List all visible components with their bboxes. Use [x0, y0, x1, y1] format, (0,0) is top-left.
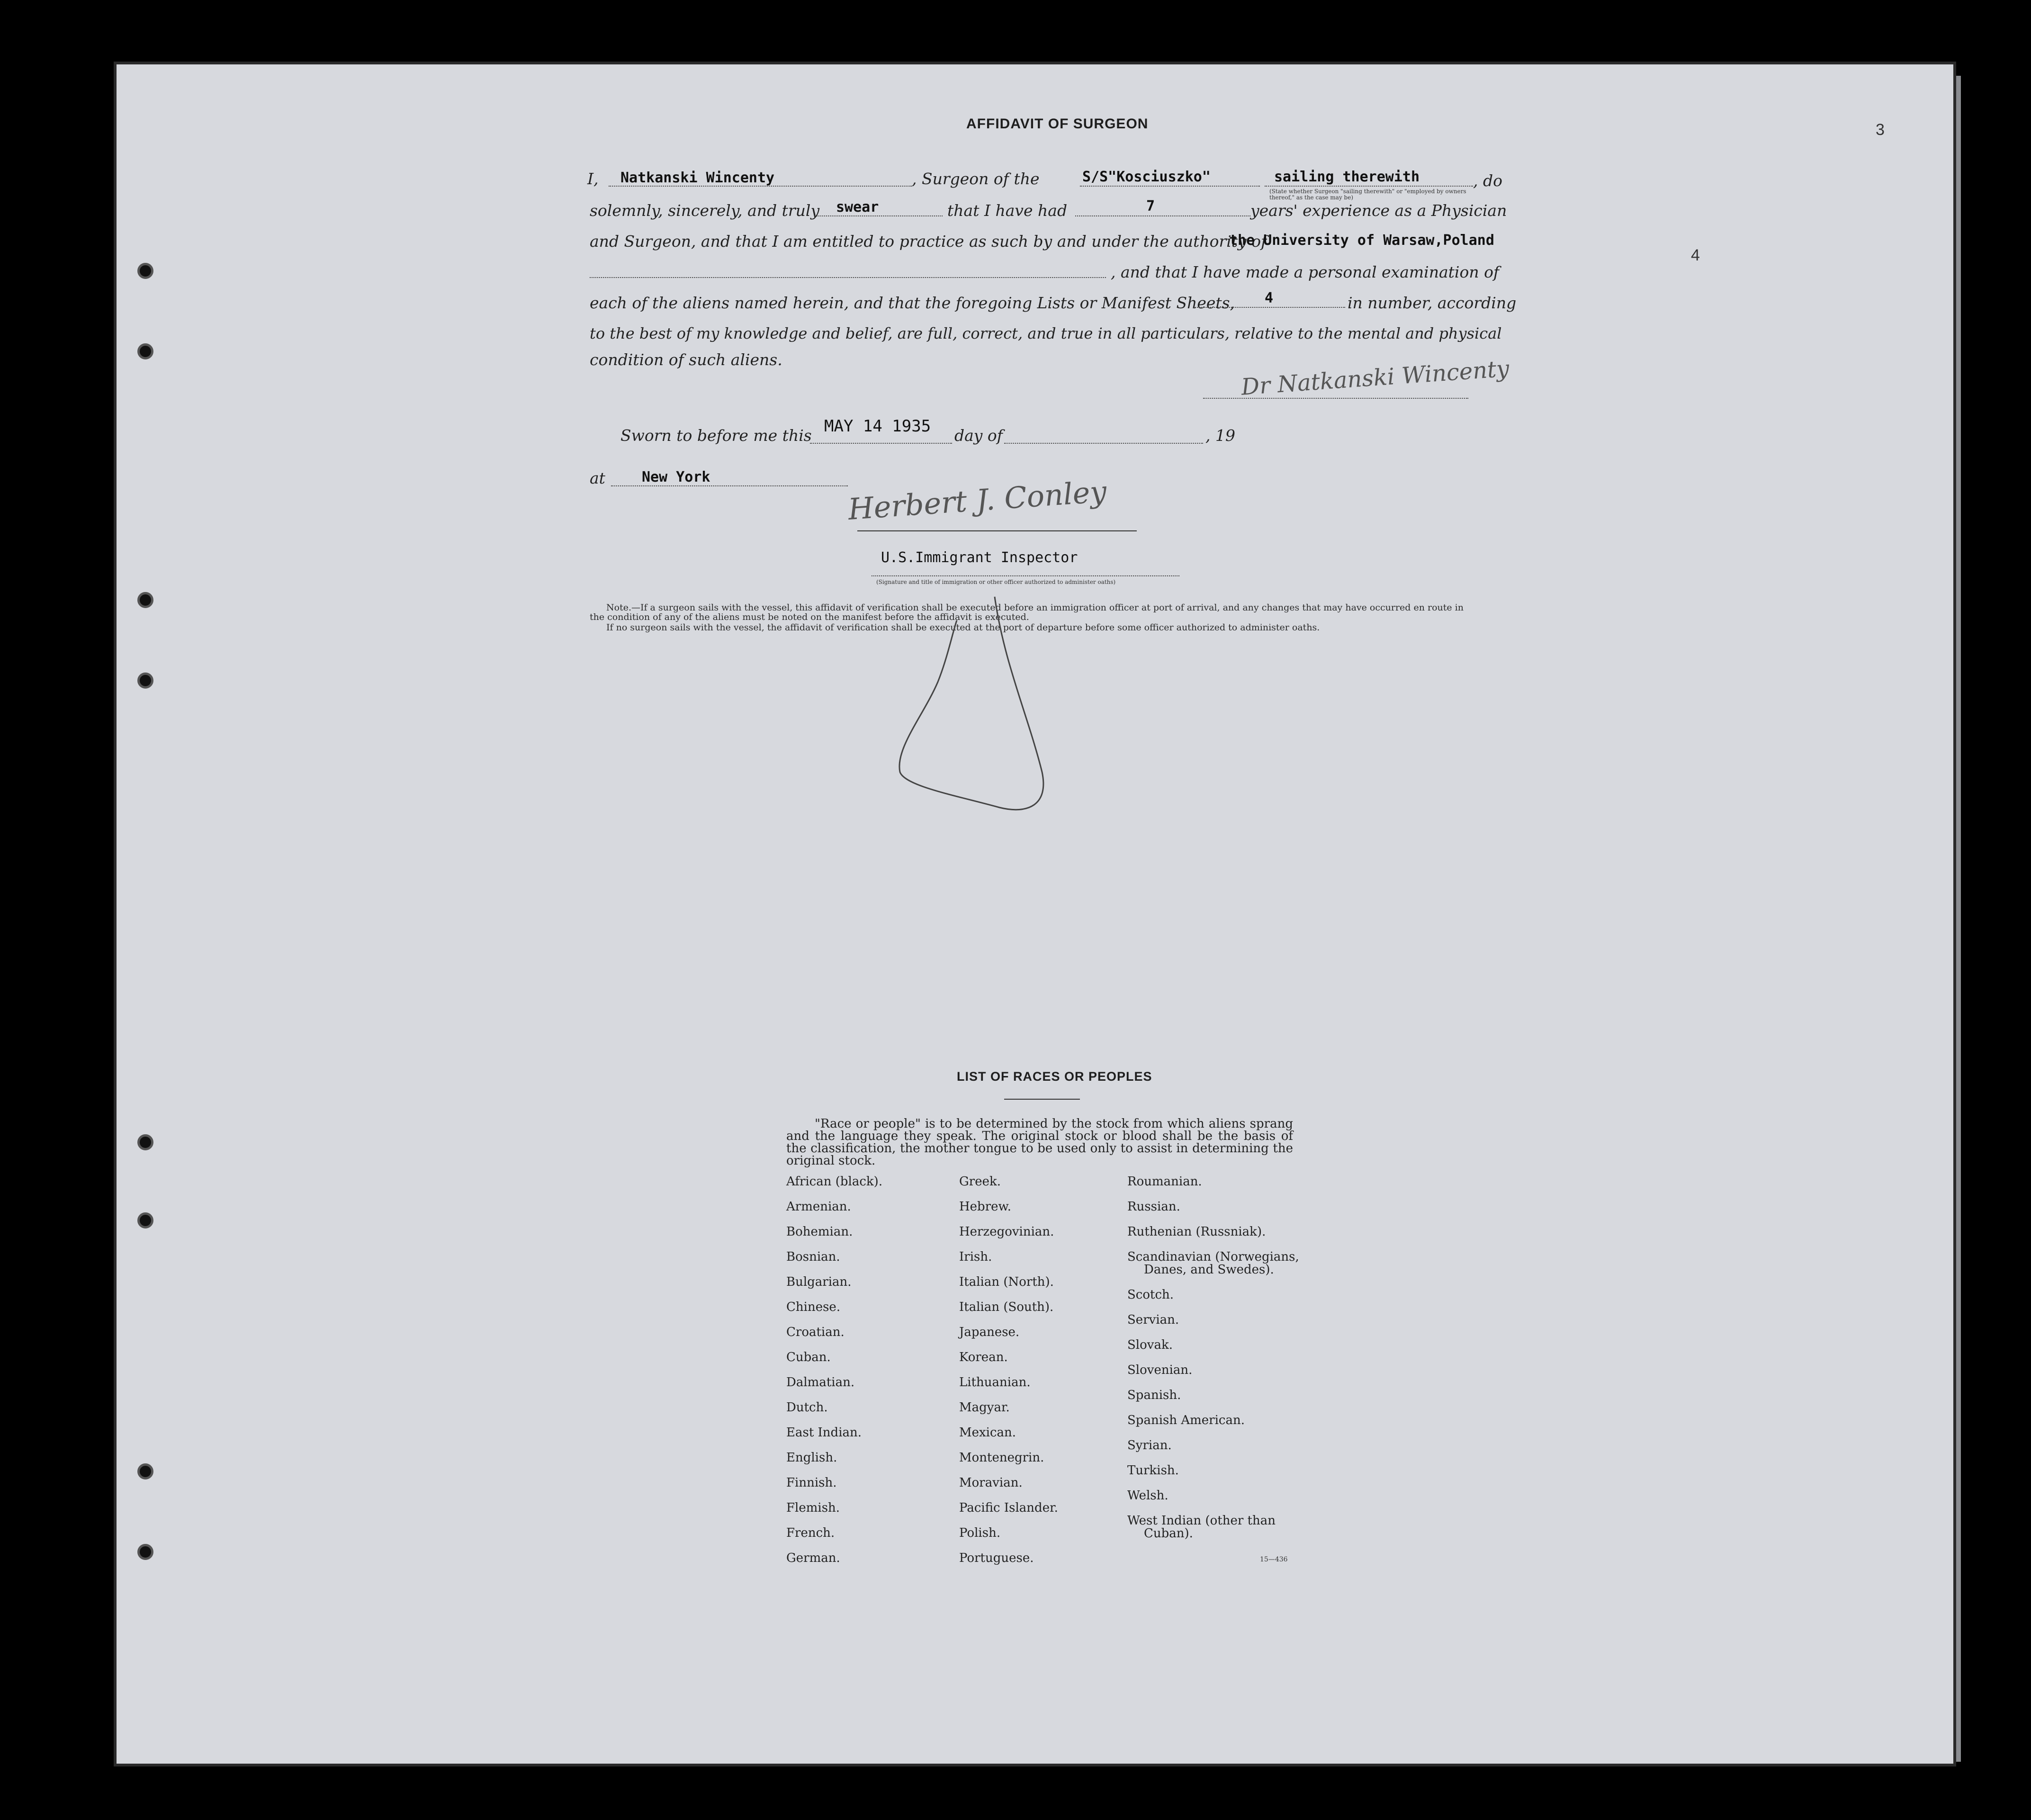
binder-hole — [137, 1544, 153, 1560]
note-line-2: the condition of any of the aliens must be noted on the manifest before the affidavit is executed. — [590, 612, 1029, 622]
race-list-item: Greek. — [959, 1174, 1001, 1189]
number-of-sheets: 4 — [1265, 290, 1274, 306]
race-list-item: Bulgarian. — [786, 1275, 852, 1289]
officer-title-line — [872, 575, 1179, 576]
race-list-item: Bosnian. — [786, 1250, 840, 1264]
vessel-name: S/S"Kosciuszko" — [1082, 169, 1211, 185]
years-line — [1075, 215, 1250, 216]
race-list-item: Cuban). — [1144, 1526, 1193, 1541]
form-code: 15—436 — [1260, 1556, 1288, 1563]
race-list-item: Turkish. — [1127, 1463, 1179, 1478]
race-list-item: Scotch. — [1127, 1288, 1174, 1302]
oath-type: swear — [836, 199, 879, 215]
race-list-item: Bohemian. — [786, 1225, 853, 1239]
race-list-item: Irish. — [959, 1250, 992, 1264]
binder-hole — [137, 672, 153, 689]
race-list-item: Ruthenian (Russniak). — [1127, 1225, 1266, 1239]
at-text: at — [590, 469, 605, 487]
race-list-item: Spanish. — [1127, 1388, 1181, 1402]
race-list-item: Servian. — [1127, 1313, 1179, 1327]
sailing-note: (State whether Surgeon "sailing therewith" or "employed by owners thereof," as the case may be) — [1269, 188, 1466, 201]
races-title-rule — [1004, 1099, 1080, 1100]
race-list-item: Portuguese. — [959, 1551, 1034, 1565]
race-list-item: Montenegrin. — [959, 1451, 1044, 1465]
race-list-item: East Indian. — [786, 1426, 862, 1440]
surgeon-name-line — [609, 186, 912, 187]
in-number-text: in number, according — [1348, 294, 1517, 312]
race-list-item: Welsh. — [1127, 1488, 1168, 1503]
race-list-item: Hebrew. — [959, 1200, 1011, 1214]
binder-hole — [137, 1134, 153, 1150]
sworn-date-line — [810, 443, 952, 444]
place: New York — [642, 469, 710, 485]
officer-title: U.S.Immigrant Inspector — [881, 549, 1078, 566]
race-list-item: English. — [786, 1451, 837, 1465]
affidavit-i: I, — [587, 170, 599, 188]
that-i-have-had-text: that I have had — [947, 201, 1068, 220]
race-list-item: Dutch. — [786, 1400, 828, 1415]
race-list-item: French. — [786, 1526, 835, 1540]
condition-text: condition of such aliens. — [590, 350, 782, 369]
race-list-item: Slovak. — [1127, 1338, 1173, 1352]
surgeon-signature-line — [1203, 398, 1468, 399]
binder-hole — [137, 1212, 153, 1228]
race-list-item: Finnish. — [786, 1476, 837, 1490]
race-list-item: German. — [786, 1551, 840, 1565]
race-list-item: Flemish. — [786, 1501, 840, 1515]
races-intro: "Race or people" is to be determined by the stock from which aliens sprang and the language they speak. The original stock or blood shall be the basis of the classification, the mother tongue to be used only to assist in determining the original stock. — [786, 1117, 1293, 1168]
affidavit-title: AFFIDAVIT OF SURGEON — [966, 116, 1149, 132]
race-list-item: Armenian. — [786, 1200, 851, 1214]
race-list-item: Mexican. — [959, 1426, 1016, 1440]
surgeon-signature: Dr Natkanski Wincenty — [1240, 355, 1510, 401]
year-prefix: , 19 — [1205, 426, 1235, 445]
page-number-corner: 3 — [1876, 121, 1885, 139]
races-title: LIST OF RACES OR PEOPLES — [957, 1069, 1152, 1084]
binder-hole — [137, 343, 153, 359]
race-list-item: Italian (North). — [959, 1275, 1054, 1289]
race-list-item: West Indian (other than — [1127, 1514, 1276, 1528]
note-line-1: Note.—If a surgeon sails with the vessel, this affidavit of verification shall be executed before an immigration officer at port of arrival, and any changes that may have occurred en route in — [606, 602, 1464, 613]
binder-hole — [137, 1463, 153, 1479]
place-line — [611, 485, 848, 486]
and-that-text: , and that I have made a personal examination of — [1111, 263, 1500, 281]
sailing-status: sailing therewith — [1274, 169, 1420, 185]
race-list-item: Dalmatian. — [786, 1375, 855, 1390]
race-list-item: Cuban. — [786, 1350, 831, 1364]
vessel-line — [1080, 186, 1260, 187]
pen-stroke — [886, 592, 1066, 819]
race-list-item: Danes, and Swedes). — [1144, 1263, 1274, 1277]
race-list-item: Spanish American. — [1127, 1413, 1245, 1427]
officer-signature-line — [857, 530, 1137, 531]
and-surgeon-text: and Surgeon, and that I am entitled to practice as such by and under the authority of — [590, 232, 1267, 251]
authority: the University of Warsaw,Poland — [1229, 232, 1494, 249]
race-list-item: Pacific Islander. — [959, 1501, 1058, 1515]
day-of-text: day of — [954, 426, 1003, 445]
years-experience-text: years' experience as a Physician — [1250, 201, 1507, 220]
race-list-item: Croatian. — [786, 1325, 845, 1339]
officer-signature: Herbert J. Conley — [847, 474, 1108, 527]
race-list-item: Magyar. — [959, 1400, 1010, 1415]
race-list-item: African (black). — [786, 1174, 883, 1189]
solemnly-text: solemnly, sincerely, and truly — [590, 201, 820, 220]
race-list-item: Polish. — [959, 1526, 1001, 1540]
surgeon-of-text: , Surgeon of the — [912, 170, 1040, 188]
race-list-item: Syrian. — [1127, 1438, 1172, 1452]
officer-caption: (Signature and title of immigration or other officer authorized to administer oaths) — [876, 579, 1116, 585]
binder-hole — [137, 592, 153, 608]
race-list-item: Moravian. — [959, 1476, 1023, 1490]
race-list-item: Slovenian. — [1127, 1363, 1193, 1377]
page-number-right: 4 — [1691, 246, 1700, 264]
race-list-item: Russian. — [1127, 1200, 1180, 1214]
sworn-date: MAY 14 1935 — [824, 417, 931, 436]
race-list-item: Korean. — [959, 1350, 1008, 1364]
race-list-item: Scandinavian (Norwegians, — [1127, 1250, 1299, 1264]
note-line-3: If no surgeon sails with the vessel, the affidavit of verification shall be executed at the port of departure before some officer authorized to administer oaths. — [606, 622, 1320, 633]
race-list-item: Roumanian. — [1127, 1174, 1202, 1189]
sailing-status-line — [1265, 186, 1473, 187]
oath-line — [815, 215, 943, 216]
race-list-item: Lithuanian. — [959, 1375, 1031, 1390]
to-the-best-text: to the best of my knowledge and belief, are full, correct, and true in all particulars, relative to the mental and physical — [590, 324, 1502, 342]
race-list-item: Italian (South). — [959, 1300, 1054, 1314]
sworn-text: Sworn to before me this — [620, 426, 812, 445]
years-of-experience: 7 — [1146, 198, 1155, 215]
race-list-item: Herzegovinian. — [959, 1225, 1054, 1239]
race-list-item: Chinese. — [786, 1300, 841, 1314]
each-of-text: each of the aliens named herein, and that the foregoing Lists or Manifest Sheets, — [590, 294, 1235, 312]
surgeon-name: Natkanski Wincenty — [620, 170, 775, 186]
day-of-line — [1004, 443, 1203, 444]
authority-continuation-line — [590, 277, 1106, 278]
binder-hole — [137, 263, 153, 279]
sheets-line — [1194, 307, 1345, 308]
race-list-item: Japanese. — [959, 1325, 1020, 1339]
do-text: , do — [1473, 171, 1502, 190]
